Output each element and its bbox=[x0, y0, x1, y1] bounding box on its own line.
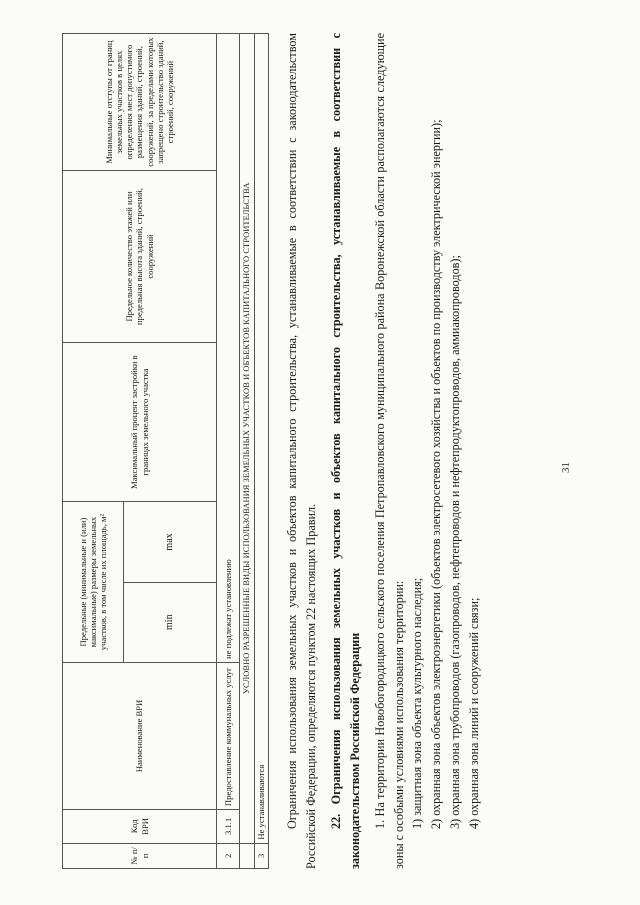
table-row bbox=[217, 34, 240, 869]
header-setbacks: Минимальные отступы от границ земельных участков в целях определения мест допустимого размещения зданий, строений, сооружений, за пределами которых запрещено строительство зданий, строений, сооружений bbox=[63, 34, 217, 171]
paragraph-restrictions: Ограничения использования земельных участков и объектов капитального строительства, устанавливаемые в соответствии с законодательством Российской Федерации, определяются пунктом 22 настоящих Правил. bbox=[285, 33, 318, 869]
list-item: 3) охранная зона трубопроводов (газопроводов, нефтепроводов и нефтепродуктопроводов, аммиакопроводов); bbox=[448, 255, 463, 829]
header-no: № п/п bbox=[63, 843, 217, 868]
header-max: max bbox=[124, 502, 217, 582]
row2-name: Предоставление коммунальных услуг bbox=[217, 662, 240, 809]
header-kod: Код ВРИ bbox=[63, 810, 217, 844]
section-row bbox=[240, 34, 255, 869]
row3-no: 3 bbox=[255, 843, 269, 868]
header-floors: Предельное количество этажей или предельная высота зданий, строений, сооружений bbox=[63, 171, 217, 343]
page-number: 31 bbox=[560, 462, 572, 473]
section-heading-text: 22. Ограничения использования земельных участков и объектов капитального строительства, устанавливаемые в соответствии с законодательством Российской Федерации bbox=[328, 33, 362, 869]
paragraph-territory: 1. На территории Новобогородицкого сельского поселения Петропавловского муниципального района Воронежской области располагаются следующие зоны с особыми условиями использования территории: bbox=[372, 33, 406, 869]
table-header-row bbox=[63, 34, 124, 869]
row2-no: 2 bbox=[217, 843, 240, 868]
list-item: 1) защитная зона объекта культурного наследия; bbox=[410, 577, 425, 829]
header-name: Наименование ВРИ bbox=[63, 662, 217, 809]
section-no-cell bbox=[240, 843, 255, 868]
section-heading bbox=[327, 33, 365, 869]
table-row bbox=[255, 34, 269, 869]
regulations-table bbox=[62, 33, 269, 869]
list-item: 2) охранная зона объектов электроэнергетики (объектов электросетевого хозяйства и объектов по производству электрической энергии); bbox=[429, 119, 444, 829]
header-sizes: Предельные (минимальные и (или) максимальные) размеры земельных участков, в том числе их площадь, м² bbox=[63, 502, 124, 662]
row2-note: не подлежат установлению bbox=[217, 34, 240, 663]
body-text bbox=[283, 33, 484, 869]
row2-kod: 3.1.1 bbox=[217, 810, 240, 844]
list-item: 4) охранная зона линий и сооружений связи; bbox=[467, 597, 482, 829]
row3-text: Не устанавливаются bbox=[255, 34, 269, 844]
header-percent: Максимальный процент застройки в границах земельного участка bbox=[63, 342, 217, 501]
header-min: min bbox=[124, 582, 217, 662]
section-title: УСЛОВНО РАЗРЕШЕННЫЕ ВИДЫ ИСПОЛЬЗОВАНИЯ ЗЕМЕЛЬНЫХ УЧАСТКОВ И ОБЪЕКТОВ КАПИТАЛЬНОГО СТРОИТЕЛЬСТВА bbox=[240, 34, 255, 844]
